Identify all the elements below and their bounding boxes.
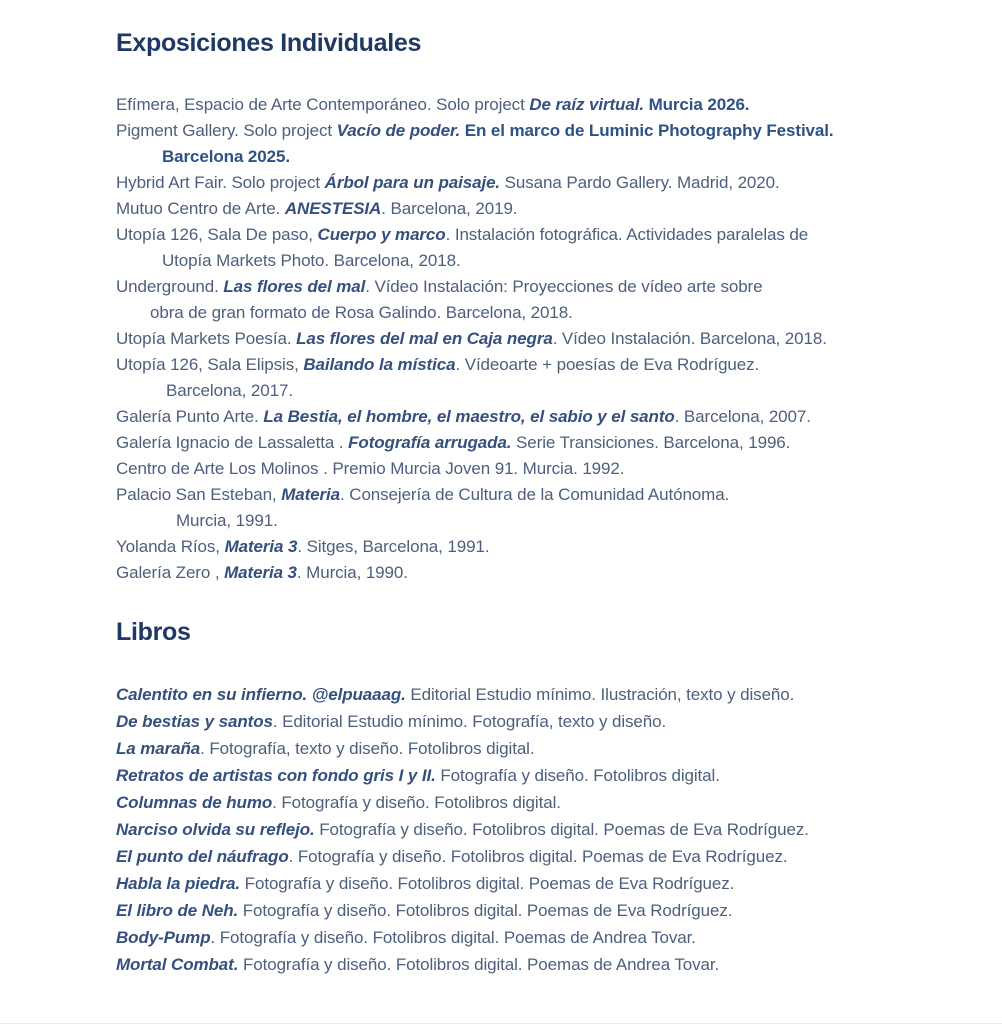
text-line [116, 118, 946, 144]
text-segment-title: Body-Pump [116, 928, 211, 947]
text-segment-title: De raíz virtual. [529, 95, 644, 114]
text-segment-regular: Fotografía y diseño. Fotolibros digital. Poemas de Andrea Tovar. [238, 955, 720, 974]
text-segment-title: El punto del náufrago [116, 847, 289, 866]
text-segment-regular: Fotografía y diseño. Fotolibros digital. Poemas de Eva Rodríguez. [238, 901, 733, 920]
text-line [116, 222, 946, 248]
text-line [116, 560, 946, 586]
text-segment-regular: . Instalación fotográfica. Actividades paralelas de [445, 225, 809, 244]
text-segment-regular: . Vídeoarte + poesías de Eva Rodríguez. [455, 355, 760, 374]
text-line [116, 92, 946, 118]
text-segment-regular: Fotografía y diseño. Fotolibros digital. [435, 766, 720, 785]
text-segment-title: Columnas de humo [116, 793, 273, 812]
text-segment-title: Habla la piedra. [116, 874, 241, 893]
text-line [116, 456, 946, 482]
text-segment-regular: Utopía 126, Sala De paso, [116, 225, 318, 244]
text-line [116, 789, 946, 816]
text-line [116, 352, 946, 378]
text-segment-regular: Galería Punto Arte. [116, 407, 264, 426]
section-libros [116, 617, 946, 978]
text-segment-regular: Galería Zero , [116, 563, 225, 582]
text-segment-regular: Centro de Arte Los Molinos . Premio Murcia Joven 91. Murcia. 1992. [116, 459, 625, 478]
text-segment-regular: Editorial Estudio mínimo. Ilustración, texto y diseño. [405, 685, 795, 704]
text-segment-regular: Pigment Gallery. Solo project [116, 121, 337, 140]
text-segment-regular: Efímera, Espacio de Arte Contemporáneo. Solo project [116, 95, 530, 114]
text-line [116, 735, 946, 762]
text-segment-strong: En el marco de Luminic Photography Festival. [460, 121, 834, 140]
text-line [116, 897, 946, 924]
text-segment-title: Árbol para un paisaje. [324, 173, 501, 192]
text-line [116, 508, 946, 534]
text-line [116, 870, 946, 897]
text-segment-title: Calentito en su infierno. @elpuaaag. [116, 685, 406, 704]
text-line [116, 300, 946, 326]
text-segment-regular: Underground. [116, 277, 224, 296]
text-segment-regular: Fotografía y diseño. Fotolibros digital. Poemas de Eva Rodríguez. [240, 874, 735, 893]
section-exposiciones [116, 28, 946, 586]
text-segment-regular: . Fotografía y diseño. Fotolibros digital. [272, 793, 561, 812]
text-line [116, 170, 946, 196]
text-line [116, 196, 946, 222]
text-line [116, 248, 946, 274]
text-segment-title: Las flores del mal [223, 277, 366, 296]
text-segment-title: Materia [281, 485, 341, 504]
text-segment-regular: . Barcelona, 2007. [674, 407, 811, 426]
text-segment-title: Narciso olvida su reflejo. [116, 820, 315, 839]
text-segment-regular: Galería Ignacio de Lassaletta . [116, 433, 349, 452]
text-segment-title: Cuerpo y marco [317, 225, 446, 244]
text-segment-strong: Barcelona 2025. [162, 147, 290, 166]
text-segment-regular: . Vídeo Instalación: Proyecciones de vídeo arte sobre [365, 277, 763, 296]
section-lines-exposiciones [116, 92, 946, 586]
section-title-exposiciones: Exposiciones Individuales [116, 29, 422, 57]
section-title-libros: Libros [116, 618, 191, 646]
text-line [116, 482, 946, 508]
section-lines-libros [116, 681, 946, 978]
text-segment-regular: Murcia, 1991. [176, 511, 278, 530]
text-segment-title: Retratos de artistas con fondo gris I y II. [116, 766, 436, 785]
text-segment-title: La Bestia, el hombre, el maestro, el sabio y el santo [263, 407, 675, 426]
text-segment-title: El libro de Neh. [116, 901, 239, 920]
text-segment-regular: . Editorial Estudio mínimo. Fotografía, texto y diseño. [272, 712, 667, 731]
text-line [116, 144, 946, 170]
text-segment-regular: Mutuo Centro de Arte. [116, 199, 285, 218]
text-segment-regular: . Barcelona, 2019. [381, 199, 518, 218]
text-segment-title: Materia 3 [224, 563, 297, 582]
text-line [116, 681, 946, 708]
text-line [116, 762, 946, 789]
text-line [116, 534, 946, 560]
text-segment-regular: . Vídeo Instalación. Barcelona, 2018. [552, 329, 827, 348]
text-line [116, 708, 946, 735]
text-segment-title: Fotografía arrugada. [348, 433, 512, 452]
text-segment-regular: Palacio San Esteban, [116, 485, 282, 504]
text-segment-title: Vacío de poder. [336, 121, 461, 140]
text-segment-regular: Utopía 126, Sala Elipsis, [116, 355, 304, 374]
text-segment-regular: Hybrid Art Fair. Solo project [116, 173, 325, 192]
text-segment-regular: Susana Pardo Gallery. Madrid, 2020. [500, 173, 780, 192]
text-line [116, 326, 946, 352]
text-segment-regular: . Consejería de Cultura de la Comunidad Autónoma. [340, 485, 730, 504]
text-segment-title: De bestias y santos [116, 712, 273, 731]
text-line [116, 951, 946, 978]
text-segment-title: Materia 3 [224, 537, 298, 556]
text-segment-regular: . Fotografía y diseño. Fotolibros digital. Poemas de Eva Rodríguez. [288, 847, 788, 866]
text-segment-title: ANESTESIA [284, 199, 382, 218]
text-line [116, 843, 946, 870]
text-line [116, 430, 946, 456]
text-segment-regular: Yolanda Ríos, [116, 537, 225, 556]
text-segment-regular: Serie Transiciones. Barcelona, 1996. [511, 433, 791, 452]
text-segment-regular: Fotografía y diseño. Fotolibros digital. Poemas de Eva Rodríguez. [314, 820, 809, 839]
text-segment-regular: obra de gran formato de Rosa Galindo. Barcelona, 2018. [150, 303, 573, 322]
text-segment-title: La maraña [116, 739, 201, 758]
text-segment-regular: Utopía Markets Photo. Barcelona, 2018. [162, 251, 461, 270]
text-segment-title: Mortal Combat. [116, 955, 239, 974]
text-segment-regular: . Murcia, 1990. [296, 563, 408, 582]
text-line [116, 274, 946, 300]
text-segment-regular: Barcelona, 2017. [166, 381, 293, 400]
text-line [116, 378, 946, 404]
text-line [116, 816, 946, 843]
text-line [116, 404, 946, 430]
text-segment-title: Bailando la mística [303, 355, 456, 374]
text-line [116, 924, 946, 951]
text-segment-regular: . Sitges, Barcelona, 1991. [297, 537, 490, 556]
text-segment-regular: . Fotografía, texto y diseño. Fotolibros digital. [200, 739, 535, 758]
text-segment-strong: Murcia 2026. [643, 95, 750, 114]
text-segment-regular: . Fotografía y diseño. Fotolibros digital. Poemas de Andrea Tovar. [210, 928, 696, 947]
text-segment-regular: Utopía Markets Poesía. [116, 329, 297, 348]
text-segment-title: Las flores del mal en Caja negra [296, 329, 553, 348]
